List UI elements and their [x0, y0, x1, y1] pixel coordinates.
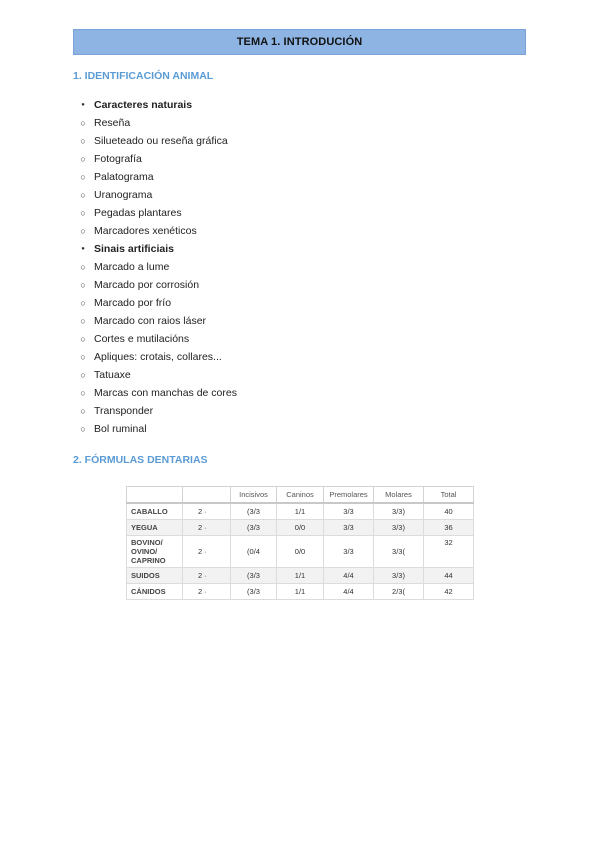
- list-item: [73, 150, 237, 168]
- table-cell: (3/3: [231, 503, 277, 520]
- list-item-text: Silueteado ou reseña gráfica: [94, 135, 228, 147]
- hollow-bullet-icon: ○: [80, 424, 86, 434]
- table-cell: 2 ·: [183, 503, 231, 520]
- table-cell: 44: [424, 568, 474, 584]
- table-header-cell: Total: [424, 487, 474, 504]
- hollow-bullet-icon: ○: [80, 316, 86, 326]
- page-title-banner: [73, 29, 526, 55]
- table-row: [127, 568, 474, 584]
- table-cell: 3/3): [374, 520, 424, 536]
- hollow-bullet-icon: ○: [80, 298, 86, 308]
- hollow-bullet-icon: ○: [80, 172, 86, 182]
- list-item-text: Bol ruminal: [94, 423, 147, 435]
- list-item: [73, 420, 237, 438]
- hollow-bullet-icon: ○: [80, 226, 86, 236]
- hollow-bullet-icon: ○: [80, 262, 86, 272]
- list-item-text: Marcado por frío: [94, 297, 172, 309]
- list-item: [73, 402, 237, 420]
- hollow-bullet-icon: ○: [80, 406, 86, 416]
- table-cell: 2 ·: [183, 536, 231, 568]
- list-item: [73, 294, 237, 312]
- hollow-bullet-icon: ○: [80, 190, 86, 200]
- list-item: [73, 348, 237, 366]
- list-item: [73, 312, 237, 330]
- table-cell: 2 ·: [183, 568, 231, 584]
- table-cell: 3/3: [324, 536, 374, 568]
- list-item-category: [73, 240, 237, 258]
- table-row: [127, 520, 474, 536]
- species-cell: BOVINO/ OVINO/ CAPRINO: [127, 536, 183, 568]
- species-cell: CABALLO: [127, 503, 183, 520]
- hollow-bullet-icon: ○: [80, 208, 86, 218]
- list-item: [73, 366, 237, 384]
- list-item-text: Sinais artificiais: [94, 243, 174, 255]
- page-title: TEMA 1. INTRODUCIÓN: [236, 36, 363, 48]
- table-header-cell: Incisivos: [231, 487, 277, 504]
- species-cell: CÁNIDOS: [127, 584, 183, 600]
- species-cell: SUIDOS: [127, 568, 183, 584]
- table-cell: 42: [424, 584, 474, 600]
- table-cell: 2/3(: [374, 584, 424, 600]
- list-item: [73, 204, 237, 222]
- list-item: [73, 132, 237, 150]
- dental-formula-table-wrapper: [126, 486, 473, 599]
- list-item-text: Uranograma: [94, 189, 153, 201]
- list-item-text: Palatograma: [94, 171, 154, 183]
- hollow-bullet-icon: ○: [80, 334, 86, 344]
- table-cell: 32: [424, 536, 474, 568]
- list-item: [73, 384, 237, 402]
- list-item-text: Caracteres naturais: [94, 99, 193, 111]
- table-cell: (3/3: [231, 584, 277, 600]
- table-cell: 4/4: [324, 568, 374, 584]
- table-header-cell: [127, 487, 183, 504]
- list-item-text: Apliques: crotais, collares...: [94, 351, 222, 363]
- filled-bullet-icon: ●: [81, 102, 85, 108]
- hollow-bullet-icon: ○: [80, 352, 86, 362]
- list-item-text: Marcado a lume: [94, 261, 170, 273]
- filled-bullet-icon: ●: [81, 246, 85, 252]
- table-row: [127, 536, 474, 568]
- table-cell: 1/1: [277, 584, 324, 600]
- table-cell: 0/0: [277, 536, 324, 568]
- list-item-text: Fotografía: [94, 153, 142, 165]
- table-header-cell: Caninos: [277, 487, 324, 504]
- list-item: [73, 168, 237, 186]
- table-cell: 3/3): [374, 568, 424, 584]
- list-item-text: Tatuaxe: [94, 369, 131, 381]
- table-cell: (0/4: [231, 536, 277, 568]
- table-cell: 3/3(: [374, 536, 424, 568]
- dental-formula-table: [126, 486, 474, 600]
- list-item: [73, 276, 237, 294]
- hollow-bullet-icon: ○: [80, 136, 86, 146]
- table-cell: 3/3): [374, 503, 424, 520]
- table-header-cell: [183, 487, 231, 504]
- hollow-bullet-icon: ○: [80, 154, 86, 164]
- table-row: [127, 584, 474, 600]
- table-header-cell: Molares: [374, 487, 424, 504]
- table-cell: 4/4: [324, 584, 374, 600]
- table-cell: 2 ·: [183, 520, 231, 536]
- identification-list: [73, 96, 237, 438]
- hollow-bullet-icon: ○: [80, 118, 86, 128]
- species-cell: YEGUA: [127, 520, 183, 536]
- section-heading-identificacion: 1. IDENTIFICACIÓN ANIMAL: [73, 70, 214, 82]
- table-cell: 3/3: [324, 520, 374, 536]
- hollow-bullet-icon: ○: [80, 388, 86, 398]
- hollow-bullet-icon: ○: [80, 370, 86, 380]
- table-cell: 1/1: [277, 568, 324, 584]
- list-item-text: Cortes e mutilacións: [94, 333, 190, 345]
- section-heading-formulas: 2. FÓRMULAS DENTARIAS: [73, 454, 208, 466]
- list-item-text: Marcado con raios láser: [94, 315, 207, 327]
- table-cell: (3/3: [231, 520, 277, 536]
- list-item-text: Reseña: [94, 117, 131, 129]
- list-item-text: Marcado por corrosión: [94, 279, 200, 291]
- list-item-text: Pegadas plantares: [94, 207, 182, 219]
- table-header-cell: Premolares: [324, 487, 374, 504]
- table-header-row: [127, 487, 474, 504]
- list-item: [73, 114, 237, 132]
- list-item: [73, 330, 237, 348]
- table-cell: 1/1: [277, 503, 324, 520]
- table-cell: 3/3: [324, 503, 374, 520]
- table-row: [127, 503, 474, 520]
- table-cell: 40: [424, 503, 474, 520]
- list-item-text: Marcas con manchas de cores: [94, 387, 237, 399]
- list-item-text: Marcadores xenéticos: [94, 225, 197, 237]
- list-item: [73, 258, 237, 276]
- hollow-bullet-icon: ○: [80, 280, 86, 290]
- list-item: [73, 222, 237, 240]
- table-cell: 0/0: [277, 520, 324, 536]
- table-cell: (3/3: [231, 568, 277, 584]
- list-item-category: [73, 96, 237, 114]
- table-cell: 2 ·: [183, 584, 231, 600]
- table-cell: 36: [424, 520, 474, 536]
- list-item-text: Transponder: [94, 405, 154, 417]
- list-item: [73, 186, 237, 204]
